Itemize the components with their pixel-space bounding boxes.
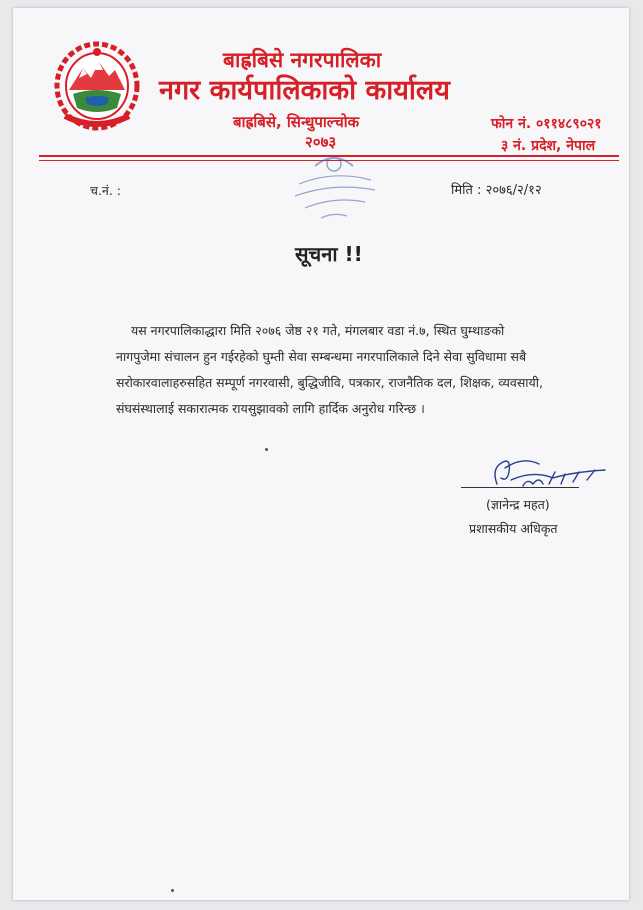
office-name: नगर कार्यपालिकाको कार्यालय [159,75,450,106]
paper-speck [265,448,268,451]
office-address: बाह्रबिसे, सिन्धुपाल्चोक [233,113,360,131]
established-year: २०७३ [305,133,337,151]
municipality-name: बाह्रबिसे नगरपालिका [223,48,382,72]
notice-body-line: सरोकारवालाहरुसहित सम्पूर्ण नगरवासी, बुद्धिजीवि, पत्रकार, राजनैतिक दल, शिक्षक, व्यवसायी, [116,375,543,390]
signatory-designation: प्रशासकीय अधिकृत [469,521,558,536]
paper-speck [171,889,174,892]
nepal-emblem-icon [51,38,143,133]
notice-body-line: संघसंस्थालाई सकारात्मक रायसुझावको लागि हार्दिक अनुरोध गरिन्छ । [116,401,425,416]
letter-date: मिति : २०७६/२/१२ [451,183,542,198]
signatory-name: (ज्ञानेन्द्र महत) [486,497,550,512]
province-address: ३ नं. प्रदेश, नेपाल [501,138,596,154]
reference-number-label: च.नं. : [90,183,122,198]
notice-body-line: नागपुजेमा संचालन हुन गईरहेको घुम्ती सेवा सम्बन्धमा नगरपालिकाले दिने सेवा सुविधामा सबै [116,349,527,364]
letter-page [13,8,629,900]
phone-number: फोन नं. ०११४८९०२१ [491,116,602,132]
signature-line [461,487,579,488]
office-stamp-icon [285,150,383,228]
notice-body-line: यस नगरपालिकाद्धारा मिति २०७६ जेष्ठ २१ गते, मंगलबार वडा नं.७, स्थित घुम्थाङको [131,323,505,338]
notice-title: सूचना !! [295,242,363,266]
